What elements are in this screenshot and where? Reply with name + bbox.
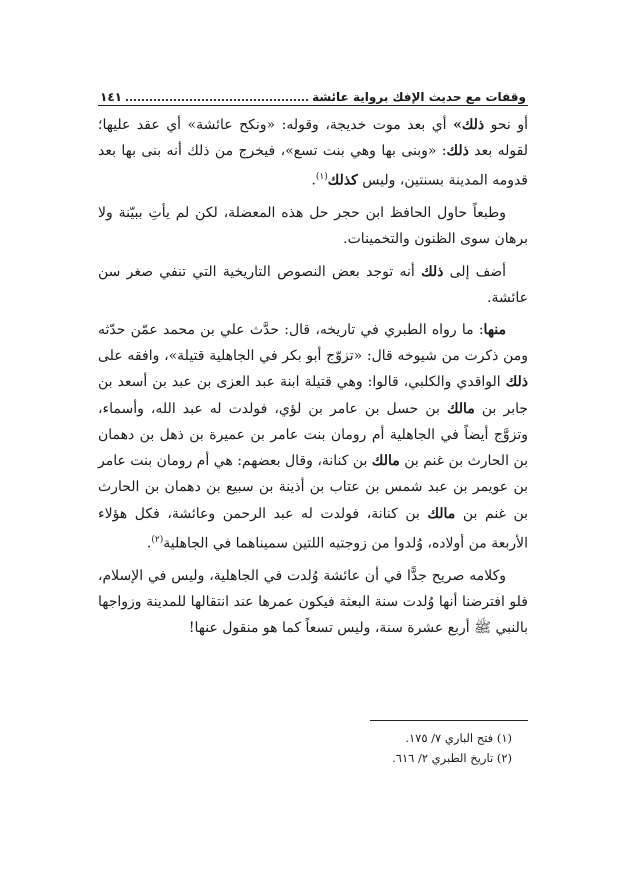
paragraph-5: وكلامه صريح جدًّا في أن عائشة وُلدت في الجاهلية، وليس في الإسلام، فلو افترضنا أنها وُلدت سنة البعثة فيكون عمرها عند انتقالها للمدينة وزواجها بالنبي ﷺ أربع عشرة سنة، وليس تسعاً كما هو منقول عنها!: [98, 567, 528, 636]
footnote-ref-2[interactable]: (٢): [151, 534, 164, 545]
paragraph-lead: منها: [483, 322, 506, 339]
footnote-2: (٢) تاريخ الطبري ٢/ ٦١٦.: [392, 751, 512, 765]
paragraph-2: وطبعاً حاول الحافظ ابن حجر حل هذه المعضلة، لكن لم يأتِ ببيّنة ولا برهان سوى الظنون والتخمينات.: [98, 205, 528, 248]
header-rule: [98, 105, 528, 106]
page-number: ١٤١: [100, 90, 122, 104]
running-title: وقفات مع حديث الإفك برواية عائشة: [312, 90, 526, 104]
footnote-1: (١) فتح الباري ٧/ ١٧٥.: [405, 731, 512, 745]
dot-leader: [126, 98, 308, 101]
footnote-ref-1[interactable]: (١): [315, 172, 328, 183]
main-text: [98, 112, 528, 647]
footnote-rule: [370, 720, 528, 721]
paragraph-3: أضف إلى ذلك أنه توجد بعض النصوص التاريخية التي تنفي صغر سن عائشة.: [98, 263, 528, 306]
running-header: [100, 80, 526, 104]
paragraph-1: أو نحو ذلك» أي بعد موت خديجة، وقوله: «ونكح عائشة» أي عقد عليها؛ لقوله بعد ذلك: «وبنى بها وهي بنت تسع»، فيخرج من ذلك أنه بنى بها بعد قدومه المدينة بسنتين، وليس كذلك$^{(١)}$.: [98, 117, 528, 190]
footnotes: [98, 728, 528, 768]
paragraph-4: منها: ما رواه الطبري في تاريخه، قال: حدَّث علي بن محمد عمّن حدّثه ومن ذكرت من شيوخه قال: «تزوّج أبو بكر في الجاهلية قتيلة»، وافقه على ذلك الواقدي والكلبي، قالوا: وهي قتيلة ابنة عبد العزى بن عبد بن أسعد بن جابر بن مالك بن حسل بن عامر بن لؤي، فولدت له عبد الله، وأسماء، وتزوَّج أيضاً في الجاهلية أم رومان بنت عامر بن عميرة بن ذهل بن دهمان بن الحارث بن غنم بن مالك بن كنانة، وقال بعضهم: هي أم رومان بنت عامر بن عويمر بن عبد شمس بن عتاب بن أذينة بن سبيع بن دهمان بن الحارث بن غنم بن مالك بن كنانة، فولدت له عبد الرحمن وعائشة، فكل هؤلاء الأربعة من أولاده، وُلدوا من زوجتيه اللتين سميناهما في الجاهلية$^{(٢)}$.: [98, 322, 529, 552]
